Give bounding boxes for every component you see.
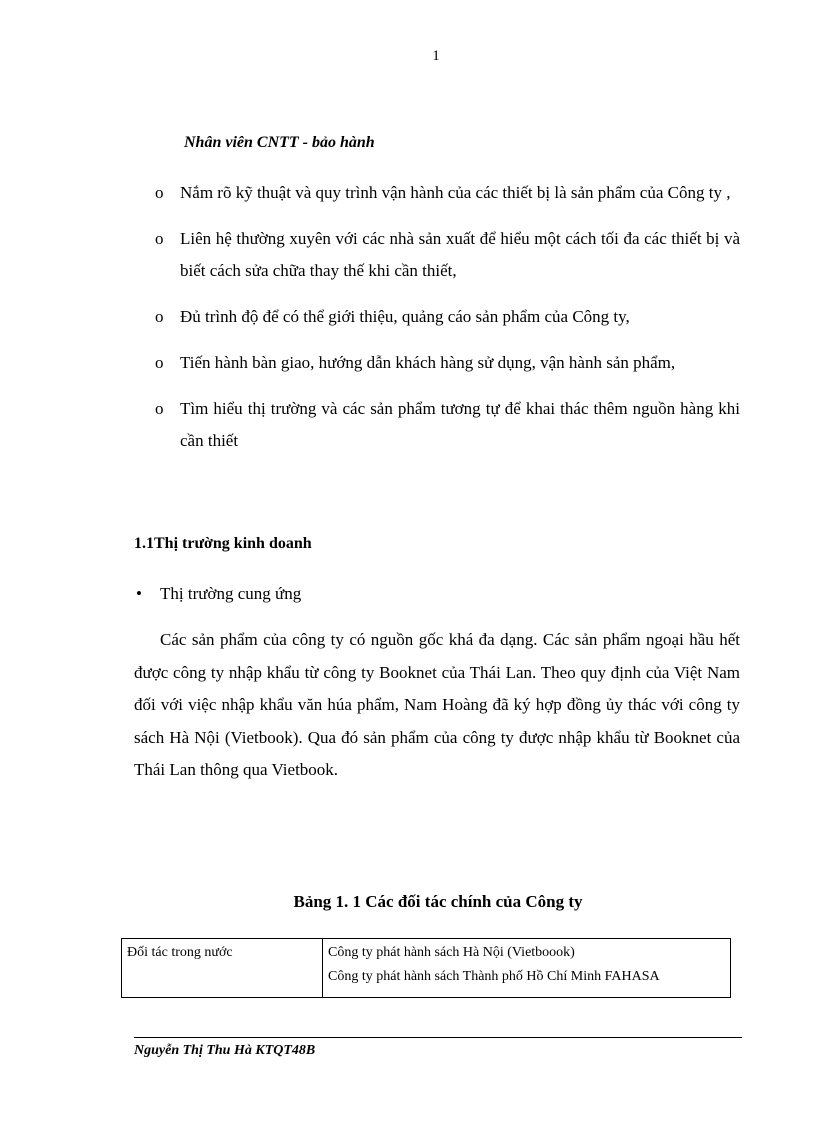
dot-bullet-icon: • <box>136 584 142 603</box>
list-item-text: Tiến hành bàn giao, hướng dẫn khách hàng sử dụng, vận hành sản phẩm, <box>180 353 676 372</box>
partner-name: Công ty phát hành sách Hà Nội (Vietboook) <box>328 945 575 960</box>
page-number: 1 <box>432 48 440 64</box>
list-item <box>134 580 301 608</box>
subsection-title: 1.1Thị trường kinh doanh <box>134 535 312 552</box>
table-cell-label: Đối tác trong nước <box>122 939 323 998</box>
footer-author: Nguyễn Thị Thu Hà KTQT48B <box>134 1043 316 1058</box>
list-item-text: Liên hệ thường xuyên với các nhà sản xuất để hiểu một cách tối đa các thiết bị và biết cách sửa chữa thay thế khi cần thiết, <box>180 229 740 280</box>
table-caption: Bảng 1. 1 Các đối tác chính của Công ty <box>293 892 583 911</box>
list-item <box>150 301 740 333</box>
market-list <box>134 580 301 608</box>
list-item <box>150 177 740 209</box>
list-item-text: Tìm hiểu thị trường và các sản phẩm tương tự để khai thác thêm nguồn hàng khi cần thiết <box>180 399 740 450</box>
circle-bullet-icon: o <box>155 307 164 326</box>
body-paragraph: Các sản phẩm của công ty có nguồn gốc khá đa dạng. Các sản phẩm ngoại hầu hết được công ty nhập khẩu từ công ty Booknet của Thái Lan. Theo quy định của Việt Nam đối với việc nhập khẩu văn húa phẩm, Nam Hoàng đã ký hợp đồng ủy thác với công ty sách Hà Nội (Vietbook). Qua đó sản phẩm của công ty được nhập khẩu từ Booknet của Thái Lan thông qua Vietbook. <box>134 630 740 779</box>
list-item-text: Thị trường cung ứng <box>160 584 302 603</box>
table-cell-partners <box>323 939 731 998</box>
circle-bullet-icon: o <box>155 183 164 202</box>
section-heading: Nhân viên CNTT - bảo hành <box>184 134 375 151</box>
list-item-text: Nắm rõ kỹ thuật và quy trình vận hành của các thiết bị là sản phẩm của Công ty , <box>180 183 731 202</box>
table-row <box>122 939 731 998</box>
circle-bullet-icon: o <box>155 399 164 418</box>
footer-divider <box>134 1037 742 1038</box>
duties-list <box>150 177 740 471</box>
circle-bullet-icon: o <box>155 229 164 248</box>
list-item <box>150 393 740 457</box>
partners-table <box>121 938 731 998</box>
list-item <box>150 223 740 287</box>
circle-bullet-icon: o <box>155 353 164 372</box>
list-item <box>150 347 740 379</box>
partner-name: Công ty phát hành sách Thành phố Hồ Chí Minh FAHASA <box>328 969 660 984</box>
list-item-text: Đủ trình độ để có thể giới thiệu, quảng cáo sản phẩm của Công ty, <box>180 307 630 326</box>
